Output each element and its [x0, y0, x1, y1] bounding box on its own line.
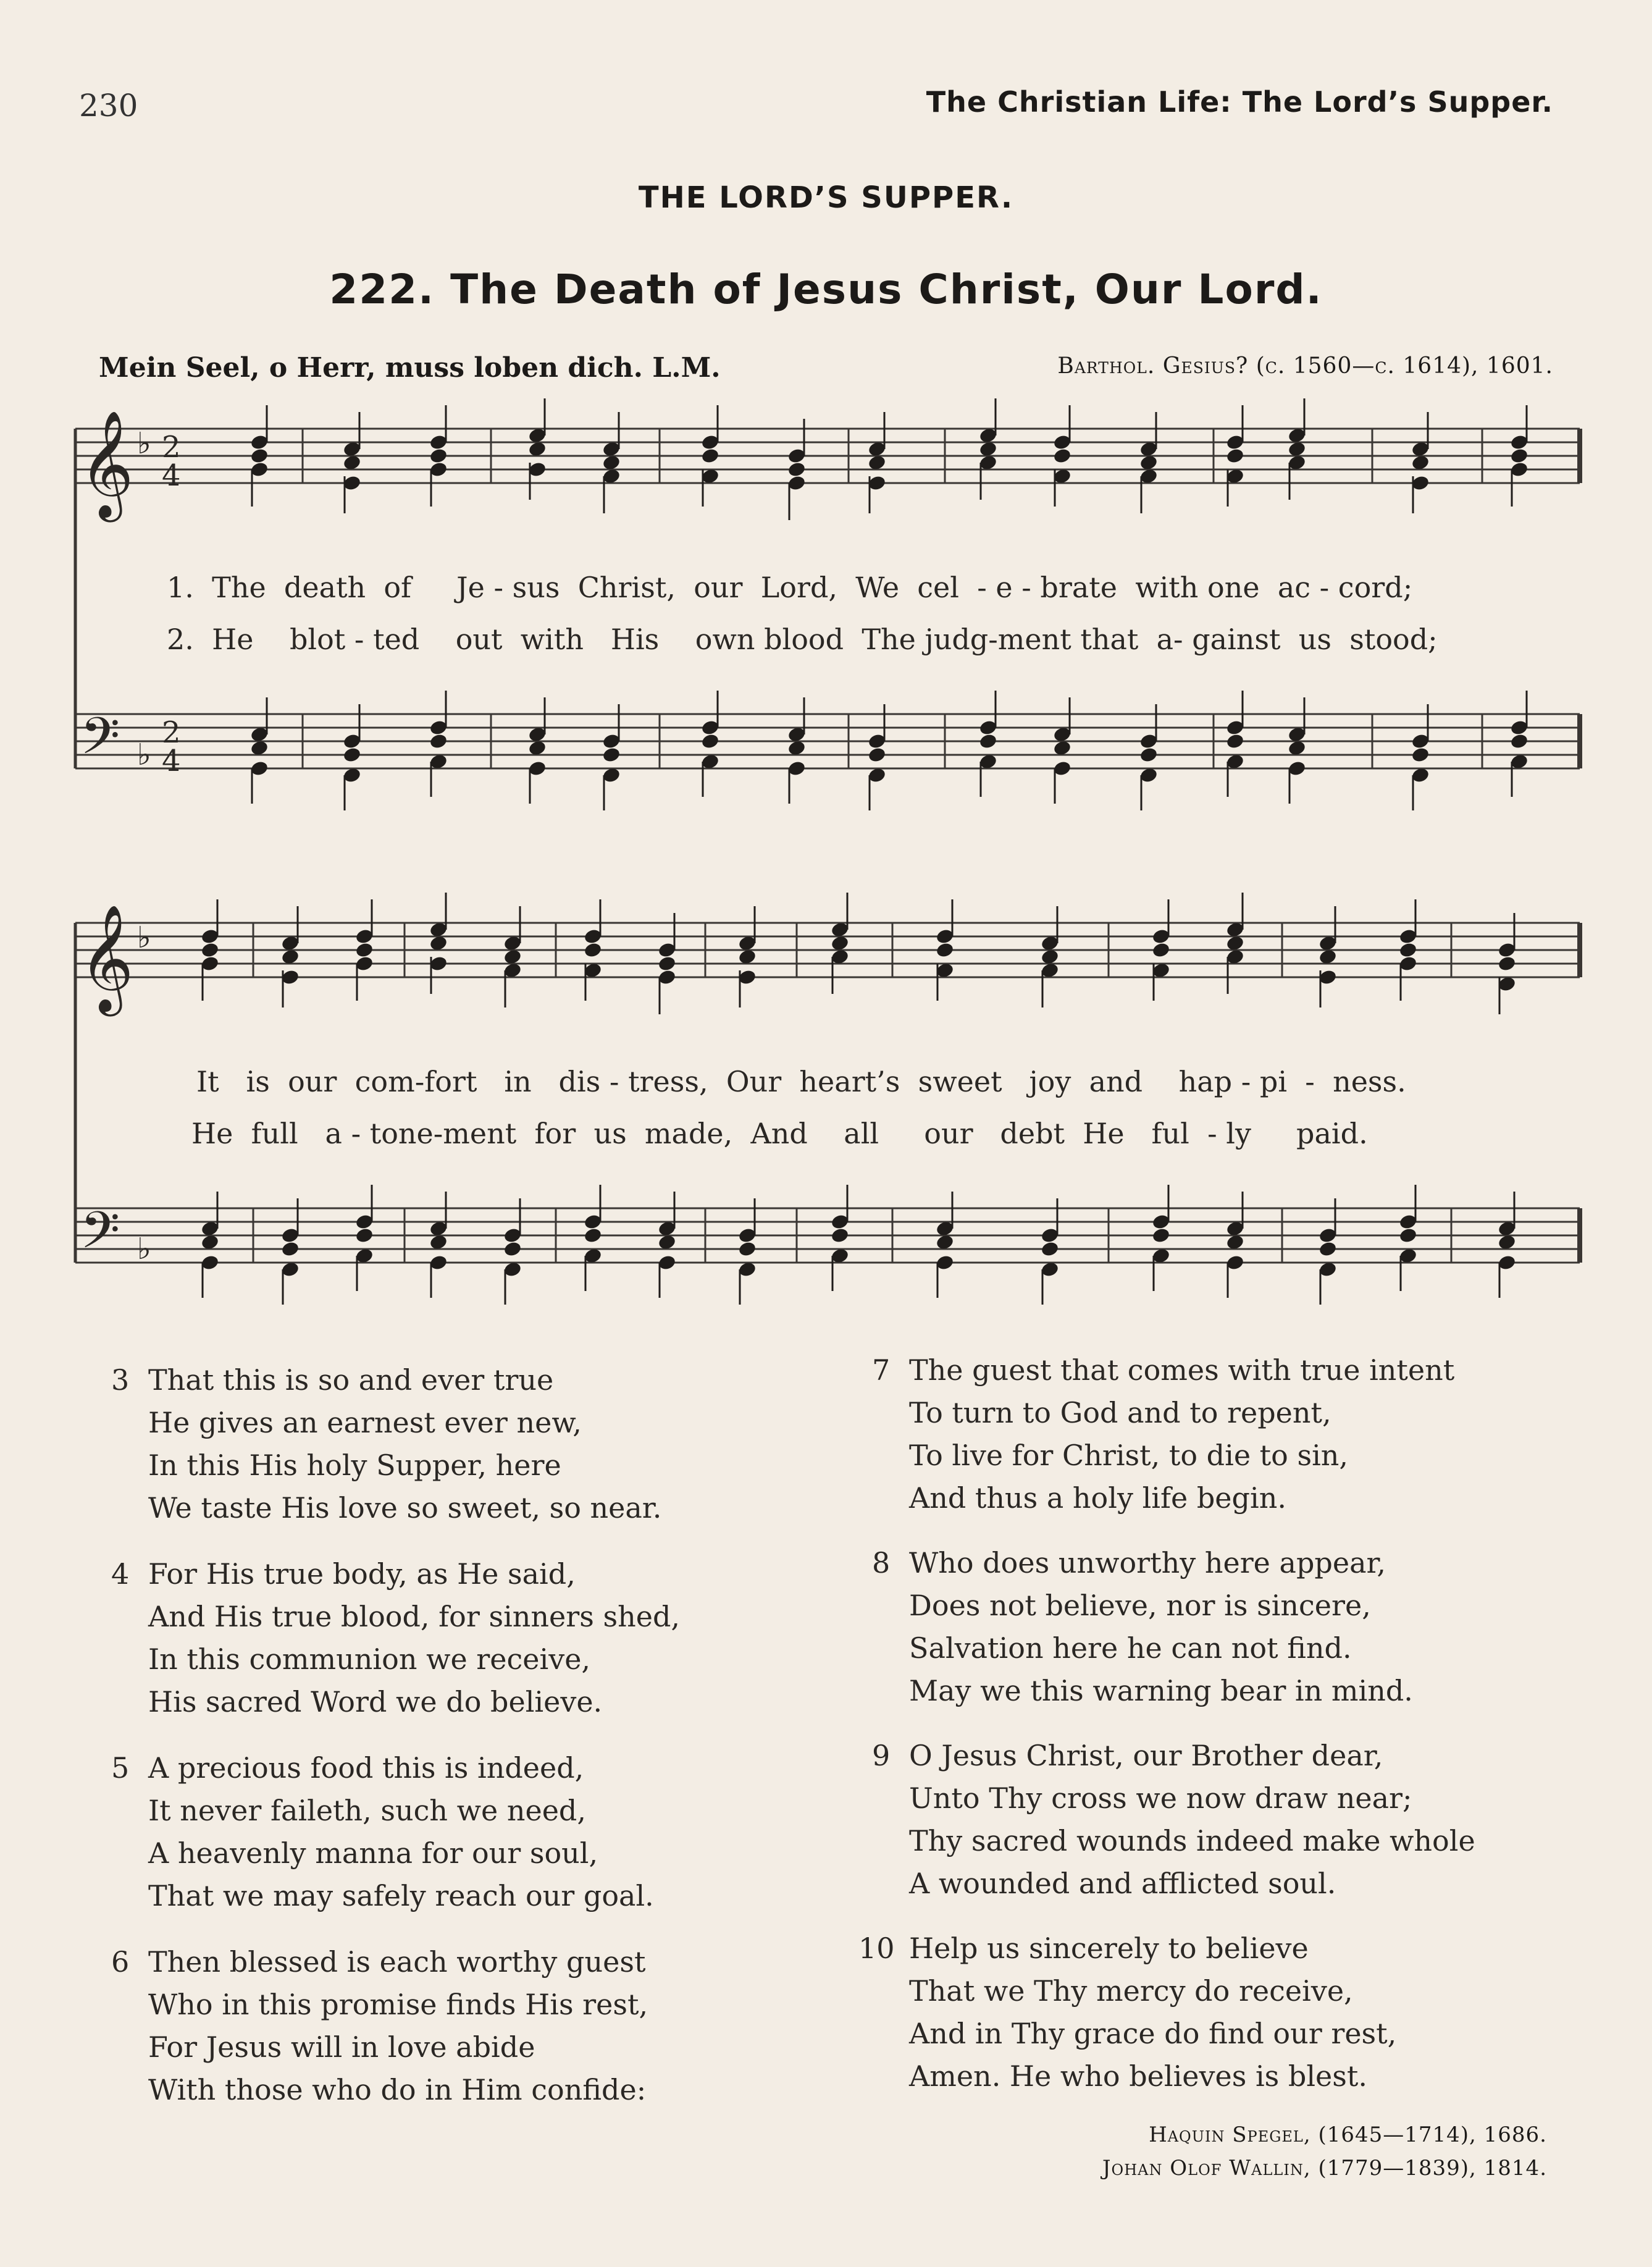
stanza-line: For Jesus will in love abide: [148, 2030, 535, 2064]
note-head: [354, 941, 374, 959]
stanza-line: That we Thy mercy do receive,: [909, 1974, 1353, 2008]
lyric-line-verse2-system2: He full a - tone-ment for us made, And all our debt He ful - ly paid.: [191, 1117, 1368, 1150]
stanza-line: Help us sincerely to believe: [909, 1932, 1309, 1965]
stanza-line: For His true body, as He said,: [148, 1557, 576, 1591]
stanza-line: To live for Christ, to die to sin,: [909, 1439, 1349, 1472]
note-head: [1139, 746, 1158, 763]
stanza-7: [872, 1349, 1455, 1520]
stanza-line: With those who do in Him confide:: [148, 2073, 647, 2106]
stanza-line: That we may safely reach our goal.: [148, 1879, 654, 1912]
stanza-line: Who does unworthy here appear,: [909, 1546, 1386, 1579]
stanza-line: A precious food this is indeed,: [148, 1751, 584, 1785]
stanza-number: 4: [111, 1557, 130, 1591]
stanza-number: 7: [872, 1353, 891, 1387]
stanza-line: Who in this promise finds His rest,: [148, 1988, 648, 2021]
stanza-10: [858, 1927, 1397, 2098]
stanza-line: The guest that comes with true intent: [909, 1353, 1455, 1387]
note-head: [1151, 941, 1170, 959]
translator-credit: Johan Olof Wallin, (1779—1839), 1814.: [1102, 2156, 1547, 2181]
clef-glyph: 4: [162, 458, 181, 493]
stanza-line: In this His holy Supper, here: [148, 1449, 561, 1482]
clef-glyph: 2: [162, 430, 181, 465]
clef-glyph: 2: [162, 715, 181, 750]
hymn-title: 222. The Death of Jesus Christ, Our Lord.: [329, 266, 1323, 313]
clef-glyph: ♭: [137, 738, 151, 772]
stanza-3: [111, 1359, 662, 1529]
stanza-number: 10: [858, 1932, 895, 1965]
stanza-line: Then blessed is each worthy guest: [148, 1945, 646, 1979]
note-head: [737, 1240, 757, 1258]
stanza-line: We taste His love so sweet, so near.: [148, 1491, 662, 1525]
note-head: [354, 1227, 374, 1244]
note-head: [249, 447, 269, 465]
stanza-line: That this is so and ever true: [148, 1363, 554, 1397]
note-head: [1497, 955, 1516, 972]
page-number: 230: [79, 88, 138, 124]
clef-glyph: 𝄢: [80, 706, 120, 778]
note-head: [583, 941, 602, 959]
note-head: [503, 1240, 522, 1258]
clef-glyph: ♭: [137, 426, 151, 461]
note-head: [429, 447, 448, 465]
stanza-line: A wounded and afflicted soul.: [909, 1867, 1336, 1900]
note-head: [583, 1227, 602, 1244]
note-head: [1411, 746, 1430, 763]
stanza-8: [872, 1542, 1413, 1712]
note-head: [935, 941, 954, 959]
stanza-4: [111, 1553, 681, 1723]
stanza-9: [872, 1735, 1475, 1905]
note-head: [280, 1240, 300, 1258]
stanza-line: And His true blood, for sinners shed,: [148, 1600, 681, 1633]
note-head: [342, 746, 361, 763]
note-head: [1509, 447, 1528, 465]
stanza-6: [111, 1941, 648, 2111]
stanza-line: His sacred Word we do believe.: [148, 1685, 603, 1718]
note-head: [1318, 1240, 1337, 1258]
stanza-line: It never faileth, such we need,: [148, 1794, 587, 1827]
clef-glyph: ♭: [137, 920, 151, 955]
stanza-line: Thy sacred wounds indeed make whole: [909, 1824, 1475, 1857]
note-head: [1398, 941, 1417, 959]
stanza-number: 5: [111, 1751, 130, 1785]
stanza-line: Does not believe, nor is sincere,: [909, 1589, 1371, 1622]
note-head: [1151, 1227, 1170, 1244]
note-head: [1040, 1240, 1059, 1258]
stanza-number: 9: [872, 1739, 891, 1772]
note-head: [1509, 733, 1528, 750]
note-head: [1225, 733, 1244, 750]
note-head: [700, 733, 719, 750]
stanza-number: 6: [111, 1945, 130, 1979]
clef-glyph: 𝄢: [80, 1200, 120, 1272]
lyric-line-verse1-system1: 1. The death of Je - sus Christ, our Lord, We cel - e - brate with one ac - cord;: [167, 571, 1413, 604]
note-head: [830, 1227, 849, 1244]
clef-glyph: 𝄞: [79, 410, 134, 518]
note-head: [429, 733, 448, 750]
composer-credit: Barthol. Gesius? (c. 1560—c. 1614), 1601.: [1057, 353, 1553, 379]
note-head: [1225, 447, 1244, 465]
stanza-5: [111, 1747, 654, 1917]
stanza-line: And in Thy grace do find our rest,: [909, 2017, 1397, 2050]
note-head: [700, 447, 719, 465]
note-head: [200, 941, 219, 959]
note-head: [787, 461, 806, 478]
stanza-line: He gives an earnest ever new,: [148, 1406, 582, 1439]
stanza-number: 3: [111, 1363, 130, 1397]
stanza-line: May we this warning bear in mind.: [909, 1674, 1413, 1707]
lyric-line-verse2-system1: 2. He blot - ted out with His own blood The judg-ment that a- gainst us stood;: [167, 623, 1438, 656]
stanza-line: And thus a holy life begin.: [909, 1481, 1286, 1515]
note-head: [1052, 447, 1071, 465]
note-head: [978, 733, 997, 750]
clef-glyph: 𝄞: [79, 904, 134, 1012]
tune-name: Mein Seel, o Herr, muss loben dich. L.M.: [99, 352, 721, 384]
note-head: [657, 955, 676, 972]
stanza-line: Amen. He who believes is blest.: [909, 2059, 1367, 2093]
running-head: The Christian Life: The Lord’s Supper.: [926, 85, 1553, 119]
note-head: [1398, 1227, 1417, 1244]
stanza-line: Salvation here he can not find.: [909, 1631, 1352, 1665]
clef-glyph: 4: [162, 744, 181, 778]
clef-glyph: ♭: [137, 1232, 151, 1266]
note-head: [867, 746, 886, 763]
stanza-line: O Jesus Christ, our Brother dear,: [909, 1739, 1383, 1772]
note-head: [602, 746, 621, 763]
stanza-line: A heavenly manna for our soul,: [148, 1836, 598, 1870]
section-title: THE LORD’S SUPPER.: [638, 180, 1014, 215]
lyric-line-verse1-system2: It is our com-fort in dis - tress, Our heart’s sweet joy and hap - pi - ness.: [196, 1065, 1406, 1098]
stanza-number: 8: [872, 1546, 891, 1579]
author-credit: Haquin Spegel, (1645—1714), 1686.: [1149, 2122, 1547, 2147]
stanza-line: Unto Thy cross we now draw near;: [909, 1781, 1412, 1815]
stanza-line: To turn to God and to repent,: [909, 1396, 1331, 1429]
stanza-line: In this communion we receive,: [148, 1642, 591, 1676]
